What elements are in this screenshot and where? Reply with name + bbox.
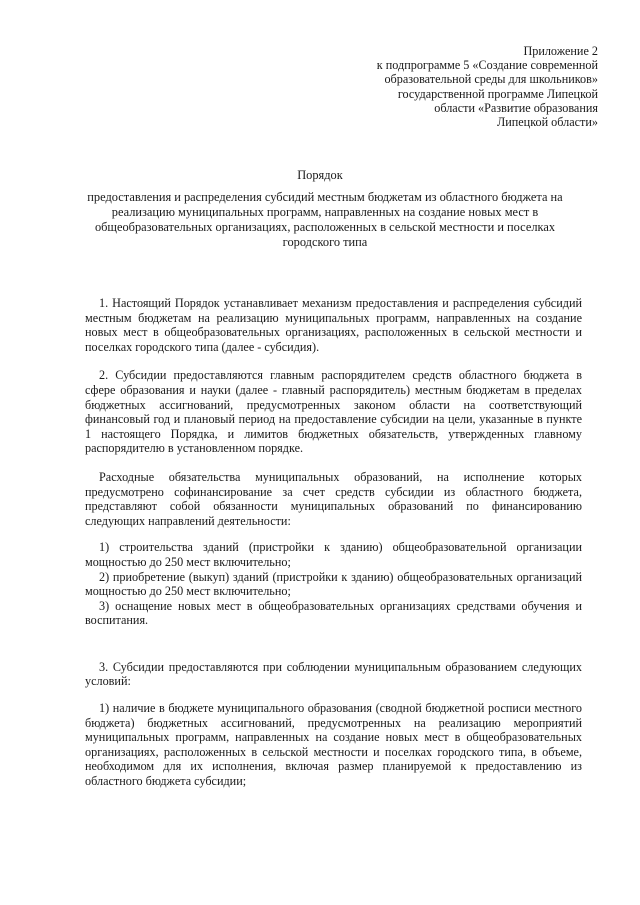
appendix-line: образовательной среды для школьников»: [384, 72, 598, 87]
appendix-line: к подпрограмме 5 «Создание современной: [376, 58, 598, 73]
appendix-line: государственной программе Липецкой: [397, 86, 598, 101]
paragraph-2: 2. Субсидии предоставляются главным распорядителем средств областного бюджета в сфере образования и науки (далее - главный распорядитель) местным бюджетам в пределах бюджетных ассигнований, предусмотренных законом области на соответствующий финансовый год и плановый период на предоставление субсидии на цели, указанные в пункте 1 настоящего Порядка, и лимитов бюджетных обязательств, утвержденных главному распорядителю в установленном порядке.: [85, 368, 582, 456]
paragraph-3: 3. Субсидии предоставляются при соблюдении муниципальным образованием следующих условий:: [85, 659, 582, 689]
document-subtitle: предоставления и распределения субсидий местным бюджетам из областного бюджета на реализацию муниципальных программ, направленных на создание новых мест в общеобразовательных организациях, расположенных в сельской местности и поселках городского типа: [87, 190, 563, 249]
paragraph-1: 1. Настоящий Порядок устанавливает механизм предоставления и распределения субсидий местным бюджетам на реализацию муниципальных программ, направленных на создание новых мест в общеобразовательных организациях, расположенных в сельской местности и поселках городского типа (далее - субсидия).: [85, 296, 582, 354]
condition-1: 1) наличие в бюджете муниципального образования (сводной бюджетной росписи местного бюджета) бюджетных ассигнований, предусмотренных на реализацию мероприятий муниципальных программ, направленных на создание новых мест в общеобразовательных организациях, расположенных в сельской местности и поселках городского типа, в объеме, необходимом для их исполнения, включая размер планируемой к предоставлению из областного бюджета субсидии;: [85, 701, 582, 789]
list-item-3: 3) оснащение новых мест в общеобразовательных организациях средствами обучения и воспитания.: [85, 598, 582, 628]
appendix-line: Приложение 2: [523, 44, 598, 58]
document-body: [85, 296, 582, 789]
list-item-2: 2) приобретение (выкуп) зданий (пристройки к зданию) общеобразовательных организаций мощностью до 250 мест включительно;: [85, 569, 582, 599]
appendix-header: [298, 44, 598, 129]
list-item-1: 1) строительства зданий (пристройки к зданию) общеобразовательной организации мощностью до 250 мест включительно;: [85, 540, 582, 569]
appendix-line: Липецкой области»: [496, 115, 598, 130]
appendix-line: области «Развитие образования: [434, 100, 598, 115]
paragraph-expenses: Расходные обязательства муниципальных образований, на исполнение которых предусмотрено софинансирование за счет средств субсидии из областного бюджета, представляют собой обязанности муниципальных образований по финансированию следующих направлений деятельности:: [85, 469, 582, 528]
document-title: Порядок: [297, 168, 343, 182]
